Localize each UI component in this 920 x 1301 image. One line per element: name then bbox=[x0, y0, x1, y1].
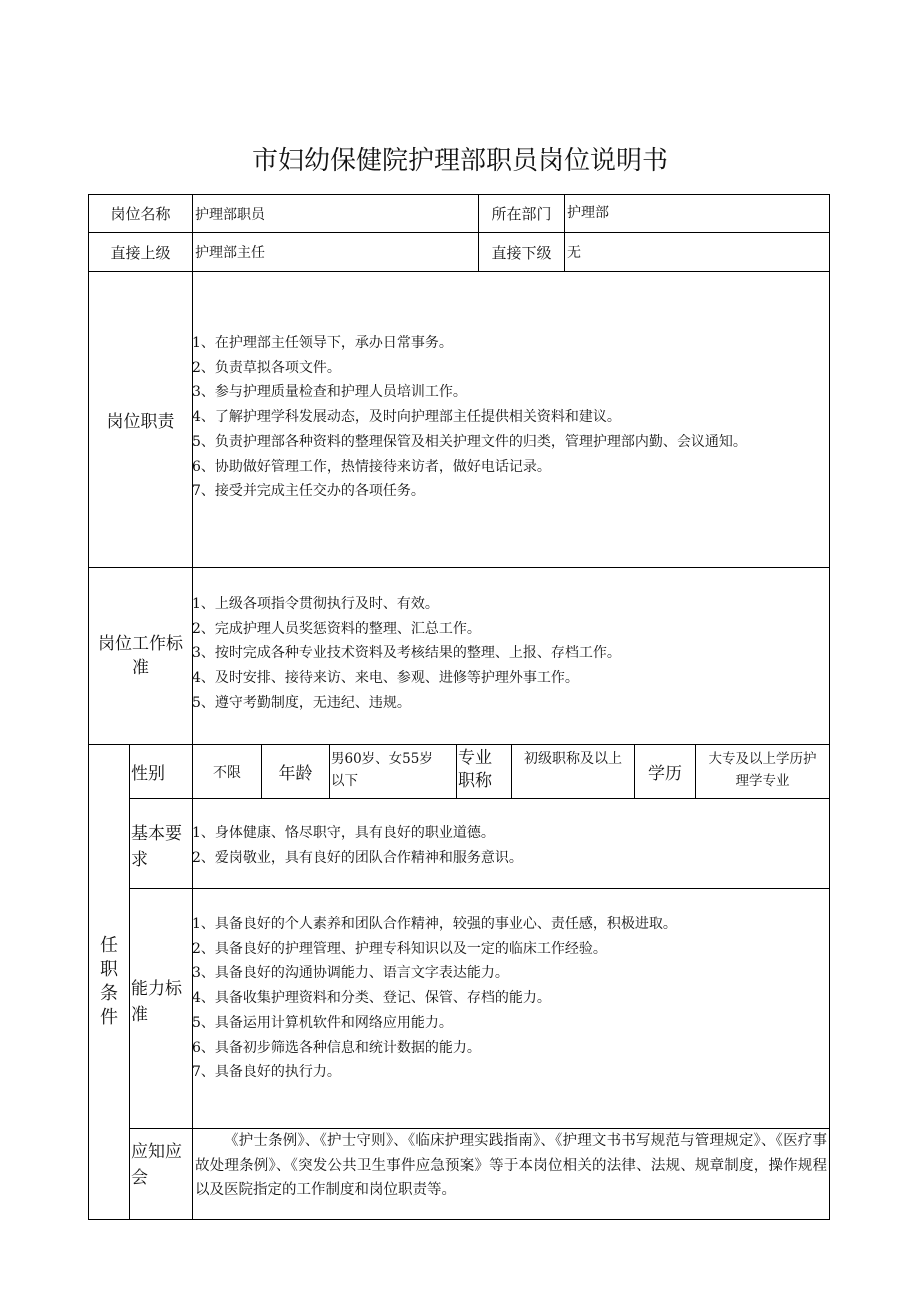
ability-standards-label-line: 能力标 bbox=[131, 979, 182, 999]
list-item: 4、及时安排、接待来访、来电、参观、进修等护理外事工作。 bbox=[192, 670, 579, 687]
age-value-line: 男60岁、女55岁 bbox=[331, 751, 433, 767]
list-item: 2、完成护理人员奖惩资料的整理、汇总工作。 bbox=[192, 620, 481, 637]
list-item: 7、具备良好的执行力。 bbox=[192, 1064, 341, 1081]
gender-value: 不限 bbox=[213, 764, 241, 781]
list-item: 5、遵守考勤制度，无违纪、违规。 bbox=[192, 694, 411, 711]
list-item: 2、爱岗敬业，具有良好的团队合作精神和服务意识。 bbox=[192, 849, 523, 866]
list-item: 1、在护理部主任领导下，承办日常事务。 bbox=[192, 335, 453, 351]
list-item: 5、负责护理部各种资料的整理保管及相关护理文件的归类，管理护理部内勤、会议通知。 bbox=[192, 433, 747, 450]
list-item: 2、具备良好的护理管理、护理专科知识以及一定的临床工作经验。 bbox=[192, 940, 607, 957]
document-title: 市妇幼保健院护理部职员岗位说明书 bbox=[251, 146, 668, 176]
department-value: 护理部 bbox=[567, 204, 609, 221]
education-label: 学历 bbox=[648, 764, 682, 784]
subordinate-value: 无 bbox=[567, 245, 581, 261]
table-rule bbox=[88, 271, 830, 272]
list-item: 4、了解护理学科发展动态，及时向护理部主任提供相关资料和建议。 bbox=[192, 409, 621, 426]
basic-requirements-label bbox=[131, 821, 192, 873]
duties-label: 岗位职责 bbox=[106, 412, 175, 432]
position-name-label: 岗位名称 bbox=[110, 205, 171, 223]
table-border-bottom bbox=[88, 1219, 830, 1220]
table-rule bbox=[88, 567, 830, 568]
table-rule-vertical bbox=[329, 744, 330, 799]
basic-requirements-label-line: 求 bbox=[131, 850, 148, 870]
knowledge-label-line: 会 bbox=[131, 1168, 148, 1188]
table-rule-vertical bbox=[564, 194, 565, 271]
list-item: 3、按时完成各种专业技术资料及考核结果的整理、上报、存档工作。 bbox=[192, 645, 621, 662]
department-label: 所在部门 bbox=[491, 205, 552, 223]
qualifications-label-char: 条 bbox=[100, 983, 118, 1004]
ability-standards-list bbox=[192, 912, 677, 1085]
professional-title-label bbox=[458, 747, 511, 793]
standards-list bbox=[192, 592, 621, 716]
list-item: 1、具备良好的个人素养和团队合作精神，较强的事业心、责任感，积极进取。 bbox=[192, 916, 677, 932]
gender-label: 性别 bbox=[131, 764, 165, 784]
standards-label-line: 岗位工作标 bbox=[98, 634, 183, 654]
list-item: 3、参与护理质量检查和护理人员培训工作。 bbox=[192, 384, 467, 401]
professional-title-label-line: 职称 bbox=[458, 771, 492, 791]
list-item: 7、接受并完成主任交办的各项任务。 bbox=[192, 483, 425, 500]
table-rule-vertical bbox=[129, 744, 130, 1220]
knowledge-text: 《护士条例》、《护士守则》、《临床护理实践指南》、《护理文书书写规范与管理规定》、《医疗事故处理条例》、《突发公共卫生事件应急预案》等于本岗位相关的法律、法规、规章制度，操作规程以及医院指定的工作制度和岗位职责等。 bbox=[195, 1133, 827, 1198]
list-item: 1、身体健康、恪尽职守，具有良好的职业道德。 bbox=[192, 825, 495, 841]
superior-label: 直接上级 bbox=[110, 243, 171, 262]
list-item: 6、协助做好管理工作，热情接待来访者，做好电话记录。 bbox=[192, 458, 551, 475]
professional-title-value: 初级职称及以上 bbox=[524, 751, 622, 767]
list-item: 3、具备良好的沟通协调能力、语言文字表达能力。 bbox=[192, 965, 509, 982]
table-rule bbox=[129, 798, 830, 799]
list-item: 2、负责草拟各项文件。 bbox=[192, 359, 341, 376]
age-value-line: 以下 bbox=[331, 773, 358, 789]
table-border-right bbox=[829, 194, 830, 1220]
superior-value: 护理部主任 bbox=[195, 245, 265, 261]
table-rule-vertical bbox=[456, 744, 457, 799]
basic-requirements-label-line: 基本要 bbox=[131, 824, 182, 844]
age-label: 年龄 bbox=[278, 764, 313, 784]
qualifications-label-char: 件 bbox=[100, 1007, 118, 1028]
list-item: 6、具备初步筛选各种信息和统计数据的能力。 bbox=[192, 1039, 481, 1056]
education-value-line: 大专及以上学历护 bbox=[708, 751, 817, 767]
list-item: 5、具备运用计算机软件和网络应用能力。 bbox=[192, 1014, 453, 1031]
duties-list bbox=[192, 331, 747, 504]
list-item: 4、具备收集护理资料和分类、登记、保管、存档的能力。 bbox=[192, 990, 551, 1007]
position-name-value: 护理部职员 bbox=[195, 206, 265, 223]
qualifications-label bbox=[98, 934, 120, 1030]
basic-requirements-list bbox=[192, 821, 523, 870]
education-value bbox=[696, 748, 829, 792]
qualifications-label-char: 职 bbox=[100, 959, 118, 980]
knowledge-label bbox=[131, 1139, 192, 1191]
subordinate-label: 直接下级 bbox=[491, 243, 552, 262]
education-value-line: 理学专业 bbox=[735, 773, 790, 789]
standards-label-line: 准 bbox=[132, 658, 149, 678]
knowledge-label-line: 应知应 bbox=[131, 1142, 182, 1162]
ability-standards-label-line: 准 bbox=[131, 1005, 148, 1025]
list-item: 1、上级各项指令贯彻执行及时、有效。 bbox=[192, 596, 439, 612]
qualifications-label-char: 任 bbox=[100, 935, 118, 956]
professional-title-label-line: 专业 bbox=[458, 748, 492, 768]
standards-label bbox=[89, 632, 192, 680]
age-value bbox=[331, 748, 456, 792]
ability-standards-label bbox=[131, 976, 192, 1028]
job-description-table bbox=[88, 194, 830, 1220]
table-rule bbox=[129, 888, 830, 889]
